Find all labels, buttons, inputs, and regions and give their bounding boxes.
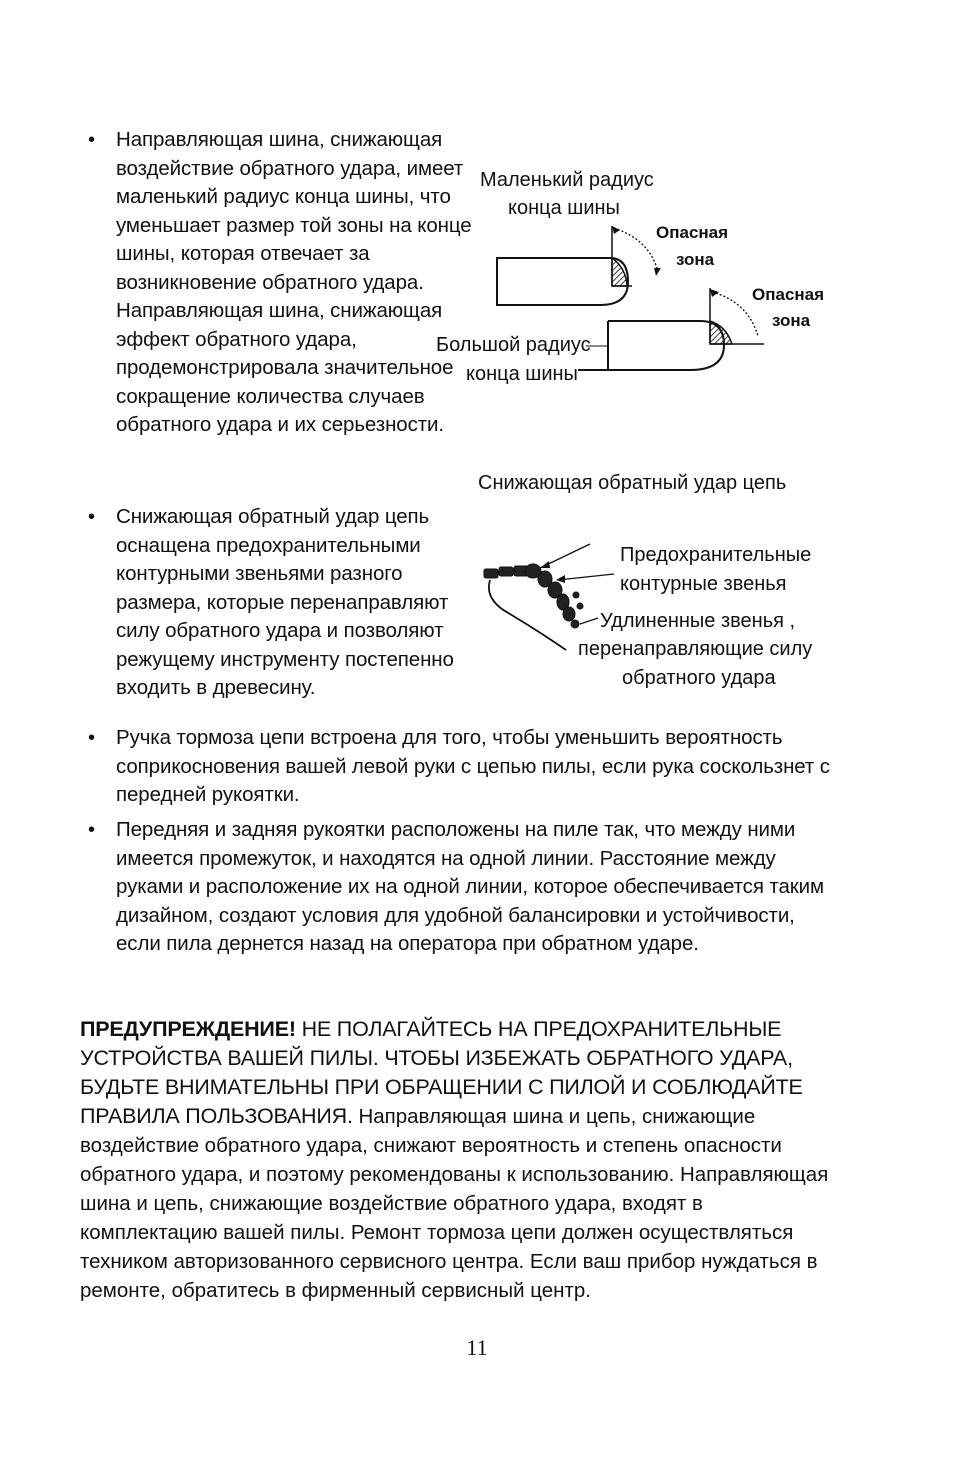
warning-label: ПРЕДУПРЕЖДЕНИЕ!	[80, 1017, 296, 1041]
page-number: 11	[466, 1335, 488, 1360]
bullet-text: Направляющая шина, снижающая воздействие обратного удара, имеет маленький радиус конца шины, что уменьшает размер той зоны на конце шины, которая отвечает за возникновение обратного удара. Направляющая шина, снижающая эффект обратного удара, продемонстрировала значительное сокращение количества случаев обратного удара и их серьезности.	[116, 128, 472, 436]
danger-zone-label: зона	[772, 311, 811, 330]
long-links-label: обратного удара	[622, 667, 776, 689]
warning-block	[80, 1015, 840, 1305]
guard-links-label: контурные звенья	[620, 573, 787, 595]
danger-zone-label: зона	[676, 250, 715, 269]
bullet-text: Передняя и задняя рукоятки расположены на пиле так, что между ними имеется промежуток, и находятся на одной линии. Расстояние между руками и расположение их на одной линии, которое обеспечивается таким дизайном, создают условия для удобной балансировки и устойчивости, если пила дернется назад на оператора при обратном ударе.	[116, 818, 824, 955]
small-radius-label: конца шины	[508, 197, 620, 219]
bullet-marker: •	[88, 819, 96, 841]
chain-links	[484, 564, 583, 628]
large-radius-label: Большой радиус	[436, 334, 591, 356]
warning-body-text: Направляющая шина и цепь, снижающие воздействие обратного удара, снижают вероятность и степень опасности обратного удара, и поэтому рекомендованы к использованию. Направляющая шина и цепь, снижающие воздействие обратного удара, входят в комплектацию вашей пилы. Ремонт тормоза цепи должен осуществляться техником авторизованного сервисного центра. Если ваш прибор нуждаться в ремонте, обратитесь в фирменный сервисный центр.	[80, 1105, 829, 1302]
long-links-label: перенаправляющие силу	[578, 638, 813, 660]
danger-zone-label: Опасная	[752, 285, 825, 304]
bullet-marker: •	[88, 129, 96, 151]
long-links-label: Удлиненные звенья ,	[600, 610, 796, 632]
guard-links-label: Предохранительные	[620, 544, 812, 566]
large-radius-label: конца шины	[466, 363, 578, 385]
bullet-text: Снижающая обратный удар цепь оснащена предохранительными контурными звеньями разного размера, которые перенаправляют силу обратного удара и позволяют режущему инструменту постепенно входить в древесину.	[116, 505, 454, 699]
warning-caps-text: НЕ ПОЛАГАЙТЕСЬ НА ПРЕДОХРАНИТЕЛЬНЫЕ УСТРОЙСТВА ВАШЕЙ ПИЛЫ. ЧТОБЫ ИЗБЕЖАТЬ ОБРАТНОГО УДАРА, БУДЬТЕ ВНИМАТЕЛЬНЫ ПРИ ОБРАЩЕНИИ С ПИЛОЙ И СОБЛЮДАЙТЕ ПРАВИЛА ПОЛЬЗОВАНИЯ.	[80, 1017, 803, 1128]
danger-zone-label: Опасная	[656, 223, 729, 242]
chain-figure-title: Снижающая обратный удар цепь	[478, 472, 787, 494]
bullet-marker: •	[88, 727, 96, 749]
bullet-marker: •	[88, 506, 96, 528]
bullet-text: Ручка тормоза цепи встроена для того, чтобы уменьшить вероятность соприкосновения вашей левой руки с цепью пилы, если рука соскользнет с передней рукоятки.	[116, 726, 830, 806]
small-radius-label: Маленький радиус	[480, 169, 654, 191]
